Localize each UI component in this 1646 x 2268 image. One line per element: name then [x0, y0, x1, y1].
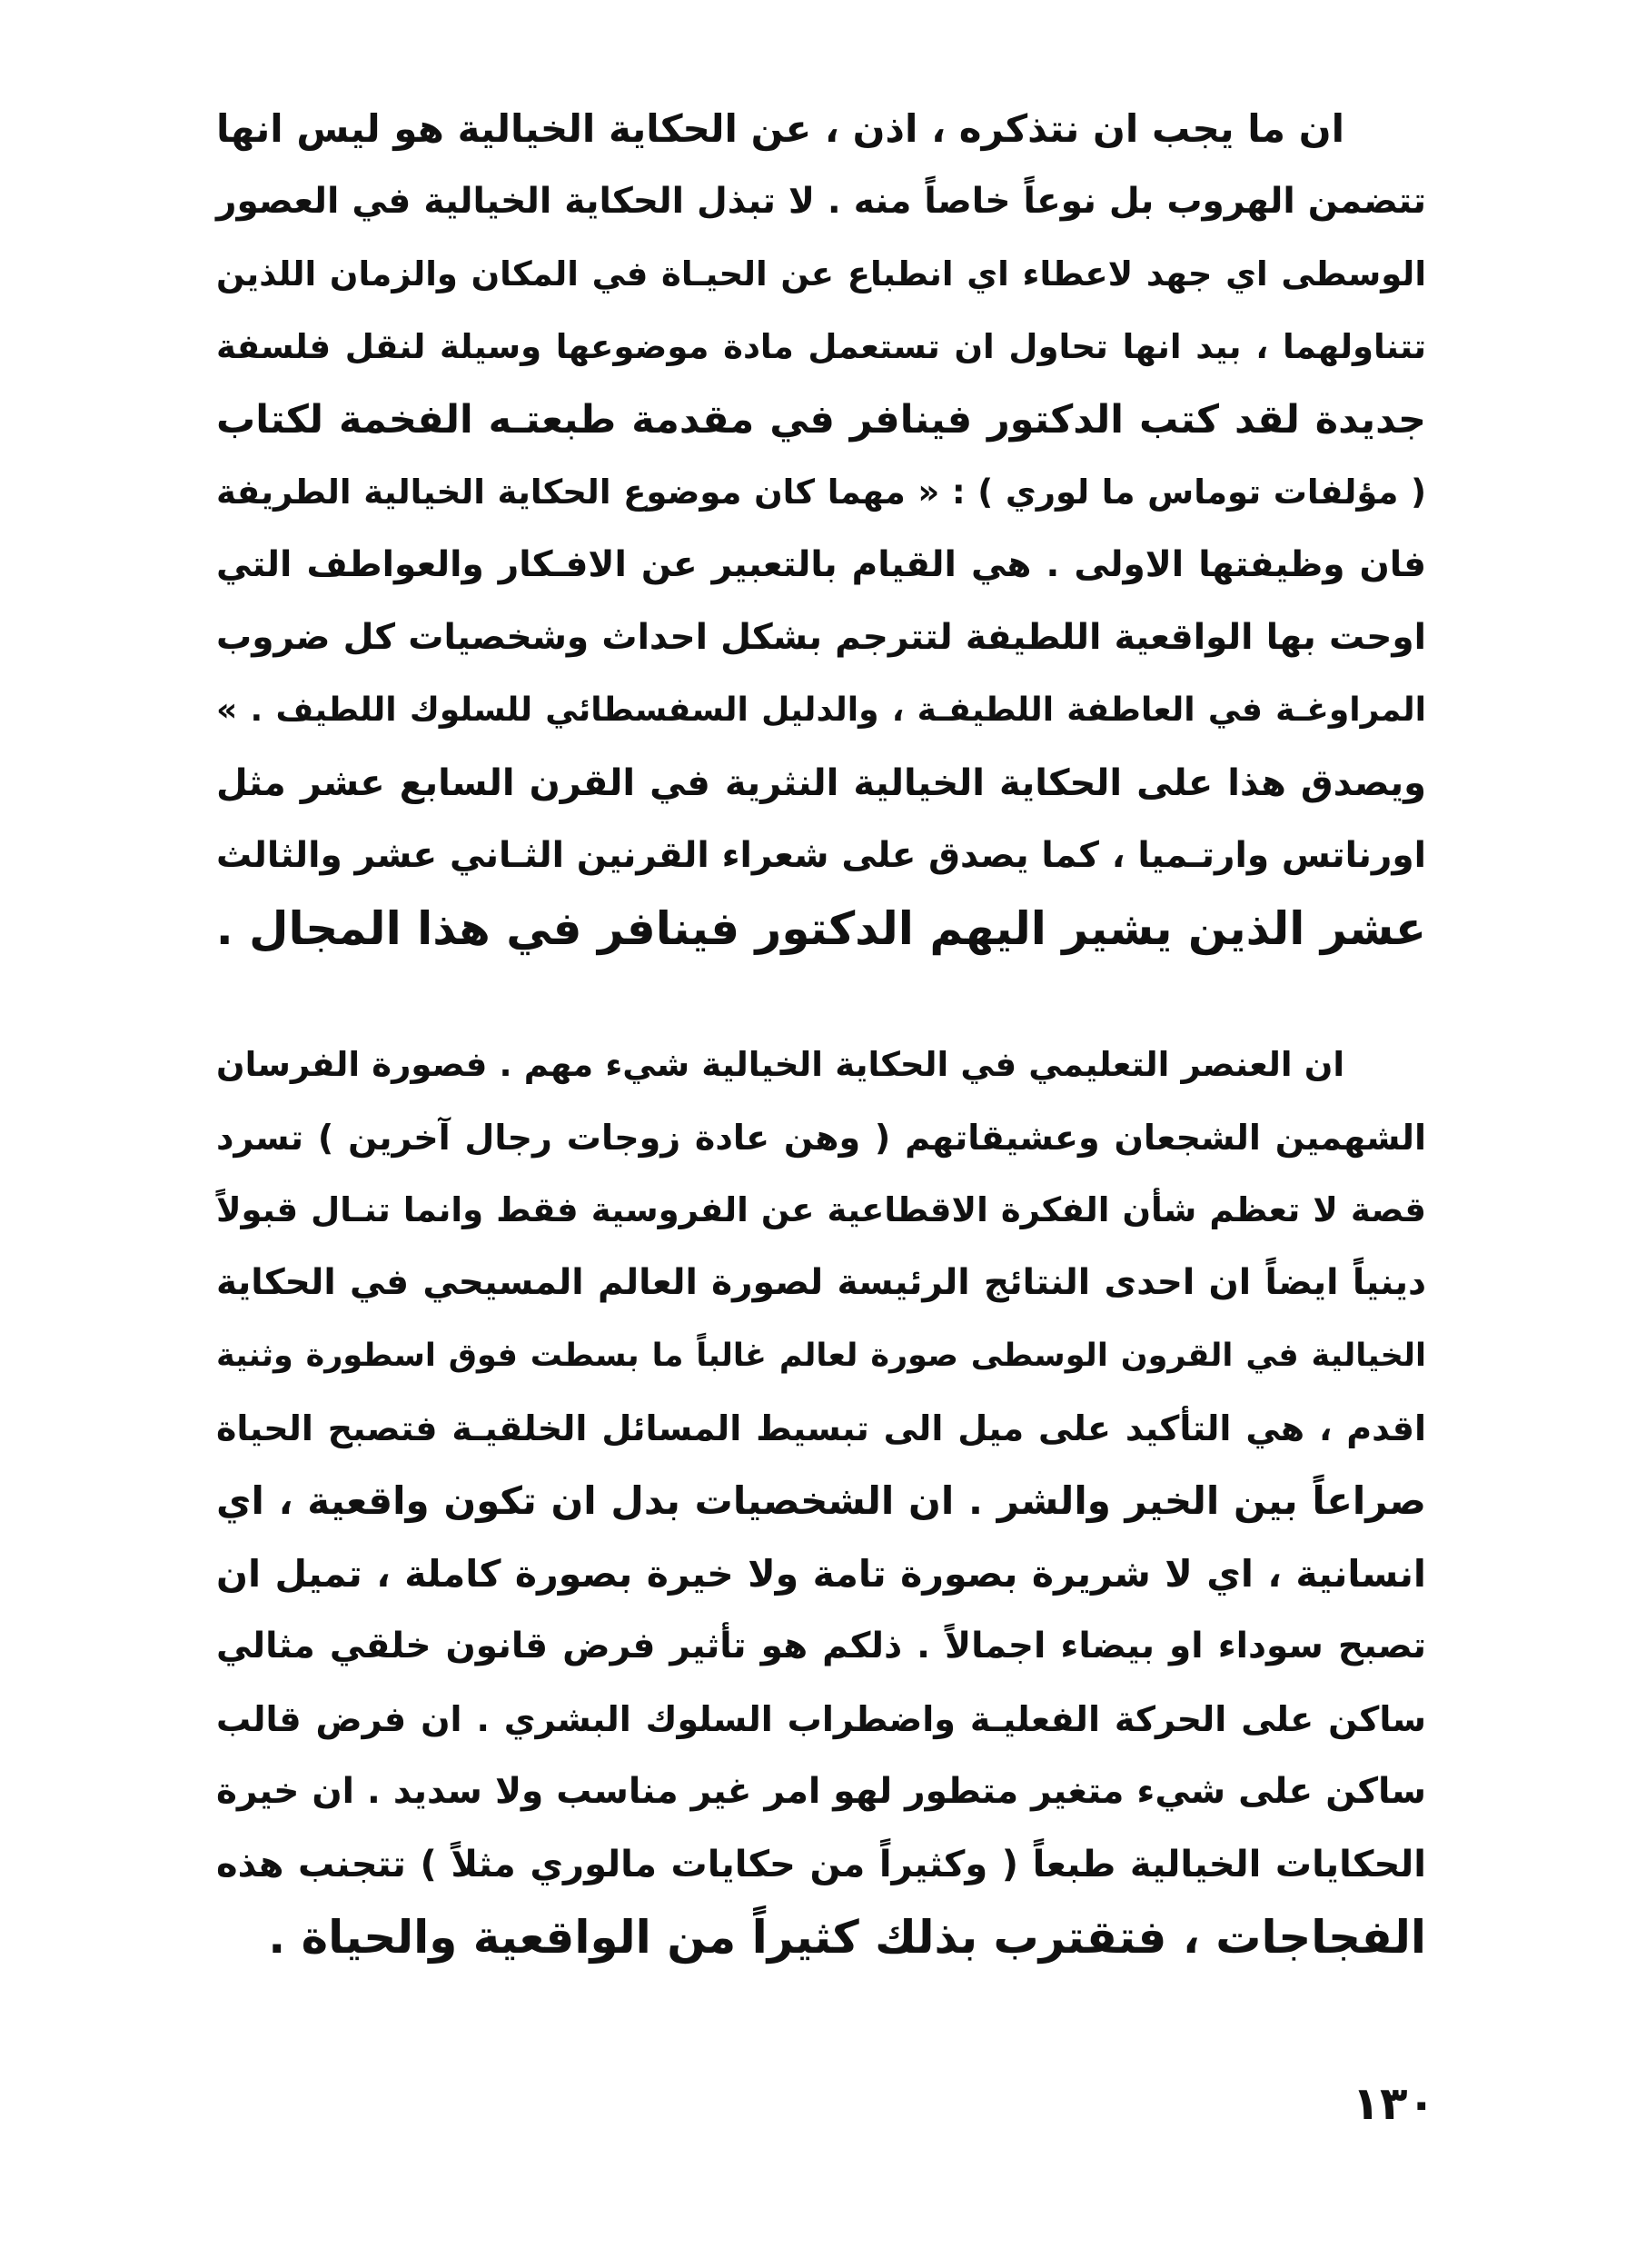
- text-line: تتناولهما ، بيد انها تحاول ان تستعمل مادة موضوعها وسيلة لنقل فلسفة: [216, 327, 1426, 366]
- text-line: اوحت بها الواقعية اللطيفة لتترجم بشكل احداث وشخصيات كل ضروب: [216, 617, 1426, 658]
- text-line: عشر الذين يشير اليهم الدكتور فينافر في هذا المجال .: [215, 902, 1426, 955]
- page-number: ١٣٠: [1352, 2077, 1435, 2130]
- text-line: اقدم ، هي التأكيد على ميل الى تبسيط المسائل الخلقيـة فتصبح الحياة: [216, 1408, 1426, 1448]
- paragraph-1: [216, 93, 1426, 965]
- text-line: دينياً ايضاً ان احدى النتائج الرئيسة لصورة العالم المسيحي في الحكاية: [216, 1262, 1426, 1303]
- text-line: قصة لا تعظم شأن الفكرة الاقطاعية عن الفروسية فقط وانما تنـال قبولاً: [216, 1190, 1426, 1229]
- text-line: ان ما يجب ان نتذكره ، اذن ، عن الحكاية الخيالية هو ليس انها: [216, 106, 1344, 151]
- text-line: تصبح سوداء او بيضاء اجمالاً . ذلكم هو تأثير فرض قانون خلقي مثالي: [216, 1626, 1426, 1666]
- text-line: جديدة لقد كتب الدكتور فينافر في مقدمة طبعتـه الفخمة لكتاب: [216, 397, 1426, 443]
- text-line: الحكايات الخيالية طبعاً ( وكثيراً من حكايات مالوري مثلاً ) تتجنب هذه: [216, 1844, 1426, 1885]
- text-line: الخيالية في القرون الوسطى صورة لعالم غالباً ما بسطت فوق اسطورة وثنية: [216, 1338, 1426, 1374]
- text-line: اورناتس وارتـميا ، كما يصدق على شعراء القرنين الثـاني عشر والثالث: [216, 835, 1426, 876]
- text-line: ان العنصر التعليمي في الحكاية الخيالية شيء مهم . فصورة الفرسان: [216, 1045, 1344, 1084]
- text-line: ( مؤلفات توماس ما لوري ) : « مهما كان موضوع الحكاية الخيالية الطريفة: [216, 472, 1426, 512]
- text-line: ويصدق هذا على الحكاية الخيالية النثرية في القرن السابع عشر مثل: [216, 762, 1426, 804]
- text-line: انسانية ، اي لا شريرة بصورة تامة ولا خيرة بصورة كاملة ، تميل ان: [216, 1552, 1426, 1596]
- text-line: المراوغـة في العاطفة اللطيفـة ، والدليل السفسطائي للسلوك اللطيف . »: [216, 691, 1426, 729]
- text-line: الشهمين الشجعان وعشيقاتهم ( وهن عادة زوجات رجال آخرين ) تسرد: [216, 1118, 1426, 1158]
- text-line: فان وظيفتها الاولى . هي القيام بالتعبير عن الافـكار والعواطف التي: [216, 544, 1426, 585]
- text-line: صراعاً بين الخير والشر . ان الشخصيات بدل ان تكون واقعية ، اي: [216, 1478, 1426, 1523]
- text-line: ساكن على الحركة الفعليـة واضطراب السلوك البشري . ان فرض قالب: [216, 1699, 1426, 1739]
- text-line: ساكن على شيء متغير متطور لهو امر غير مناسب ولا سديد . ان خيرة: [216, 1771, 1426, 1812]
- text-line: تتضمن الهروب بل نوعاً خاصاً منه . لا تبذل الحكاية الخيالية في العصور: [216, 181, 1426, 222]
- text-line: الوسطى اي جهد لاعطاء اي انطباع عن الحيـاة في المكان والزمان اللذين: [216, 254, 1426, 293]
- paragraph-2: [216, 1029, 1426, 1974]
- text-line: الفجاجات ، فتقترب بذلك كثيراً من الواقعية والحياة .: [268, 1911, 1426, 1964]
